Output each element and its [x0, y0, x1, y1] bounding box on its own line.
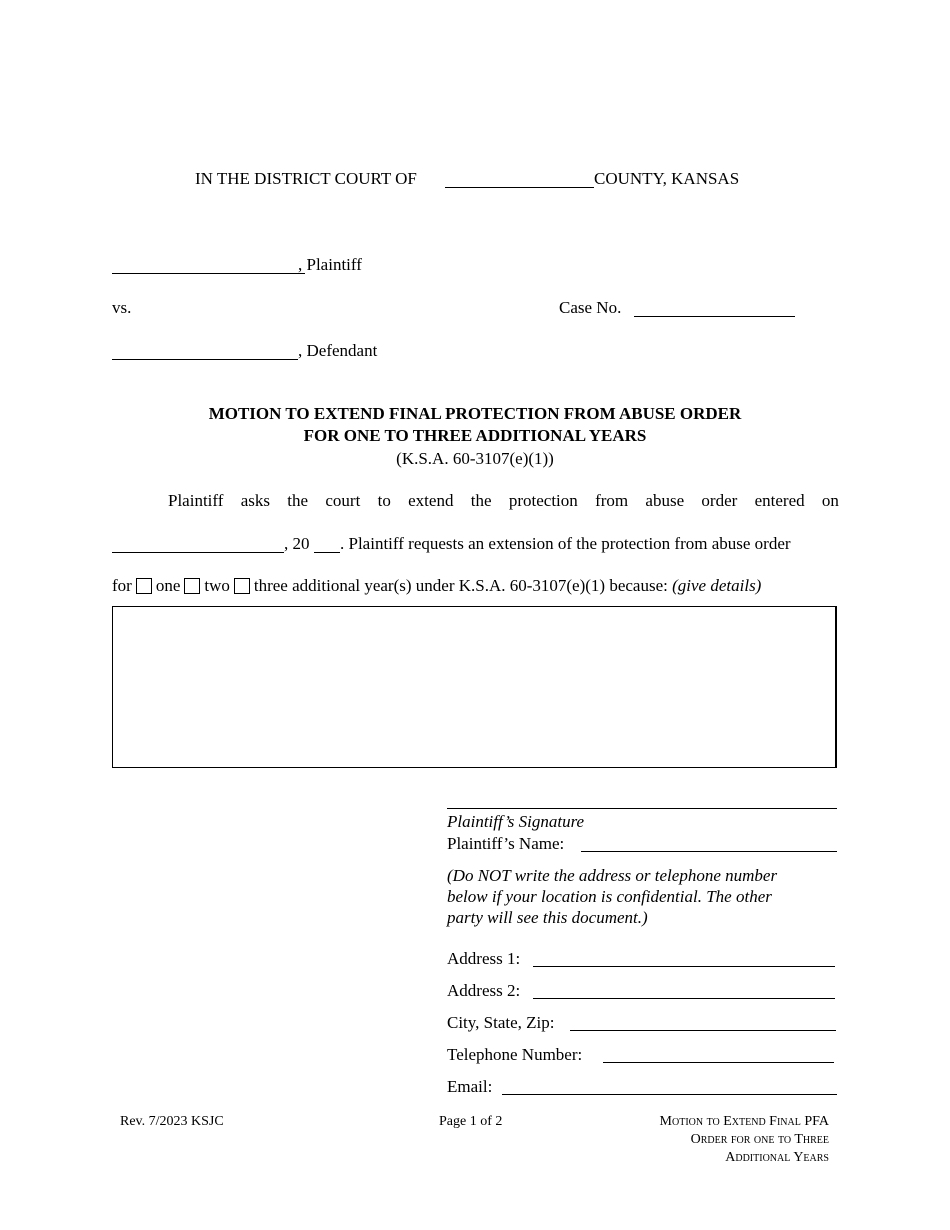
defendant-label: , Defendant: [298, 341, 378, 360]
plaintiff-name-field[interactable]: [581, 851, 837, 852]
court-header-suffix: COUNTY, KANSAS: [594, 169, 740, 188]
motion-title-line2: FOR ONE TO THREE ADDITIONAL YEARS: [303, 426, 647, 445]
word: court: [325, 491, 361, 510]
word: Plaintiff: [168, 491, 224, 510]
word: the: [287, 491, 309, 510]
plaintiff-name-blank[interactable]: [112, 273, 305, 274]
word: abuse: [645, 491, 685, 510]
city-state-zip-field[interactable]: [570, 1030, 836, 1031]
page-number: Page 1 of 2: [439, 1114, 503, 1129]
give-details-label: (give details): [672, 576, 762, 595]
court-header-prefix: IN THE DISTRICT COURT OF: [195, 169, 417, 188]
word: order: [701, 491, 738, 510]
word: entered: [754, 491, 805, 510]
form-title-line2: Order for one to Three: [690, 1132, 829, 1147]
year-blank[interactable]: [314, 552, 340, 553]
body-paragraph-line2: . Plaintiff requests an extension of the protection from abuse order: [340, 534, 791, 553]
option-three-label: three additional year(s) under K.S.A. 60-3107(e)(1) because:: [253, 576, 668, 595]
address2-label: Address 2:: [447, 981, 521, 1000]
checkbox-three-years[interactable]: [234, 578, 250, 594]
word: extend: [408, 491, 454, 510]
for-label: for: [112, 576, 132, 595]
address2-field[interactable]: [533, 998, 835, 999]
telephone-field[interactable]: [603, 1062, 834, 1063]
signature-line[interactable]: [447, 808, 837, 809]
plaintiff-label: , Plaintiff: [298, 255, 362, 274]
revision-label: Rev. 7/2023 KSJC: [120, 1114, 224, 1129]
option-one-label: one: [155, 576, 181, 595]
city-state-zip-label: City, State, Zip:: [447, 1013, 555, 1032]
address1-field[interactable]: [533, 966, 835, 967]
county-blank[interactable]: [445, 187, 594, 188]
motion-title-line1: MOTION TO EXTEND FINAL PROTECTION FROM ABUSE ORDER: [208, 404, 742, 423]
body-paragraph-line1: [168, 491, 839, 511]
word: protection: [508, 491, 578, 510]
body-paragraph-line3: [112, 576, 761, 596]
plaintiff-name-label: Plaintiff’s Name:: [447, 834, 565, 853]
form-title-line3: Additional Years: [725, 1150, 829, 1165]
checkbox-one-year[interactable]: [136, 578, 152, 594]
confidential-warning-line2: below if your location is confidential. The other: [447, 887, 772, 906]
order-date-blank[interactable]: [112, 552, 284, 553]
defendant-name-blank[interactable]: [112, 359, 298, 360]
email-label: Email:: [447, 1077, 493, 1096]
option-two-label: two: [204, 576, 230, 595]
word: asks: [240, 491, 270, 510]
checkbox-two-years[interactable]: [184, 578, 200, 594]
word: the: [470, 491, 492, 510]
word: on: [821, 491, 839, 510]
word: to: [377, 491, 391, 510]
case-no-label: Case No.: [559, 298, 622, 317]
address1-label: Address 1:: [447, 949, 521, 968]
case-no-blank[interactable]: [634, 316, 795, 317]
word: from: [595, 491, 629, 510]
email-field[interactable]: [502, 1094, 837, 1095]
statute-reference: (K.S.A. 60-3107(e)(1)): [396, 449, 554, 468]
confidential-warning-line3: party will see this document.): [447, 908, 648, 927]
form-title-line1: Motion to Extend Final PFA: [659, 1114, 829, 1129]
year-prefix: , 20: [284, 534, 310, 553]
vs-label: vs.: [112, 298, 132, 317]
details-textbox[interactable]: [112, 606, 837, 768]
telephone-label: Telephone Number:: [447, 1045, 583, 1064]
confidential-warning-line1: (Do NOT write the address or telephone number: [447, 866, 778, 885]
signature-label: Plaintiff’s Signature: [447, 812, 585, 831]
